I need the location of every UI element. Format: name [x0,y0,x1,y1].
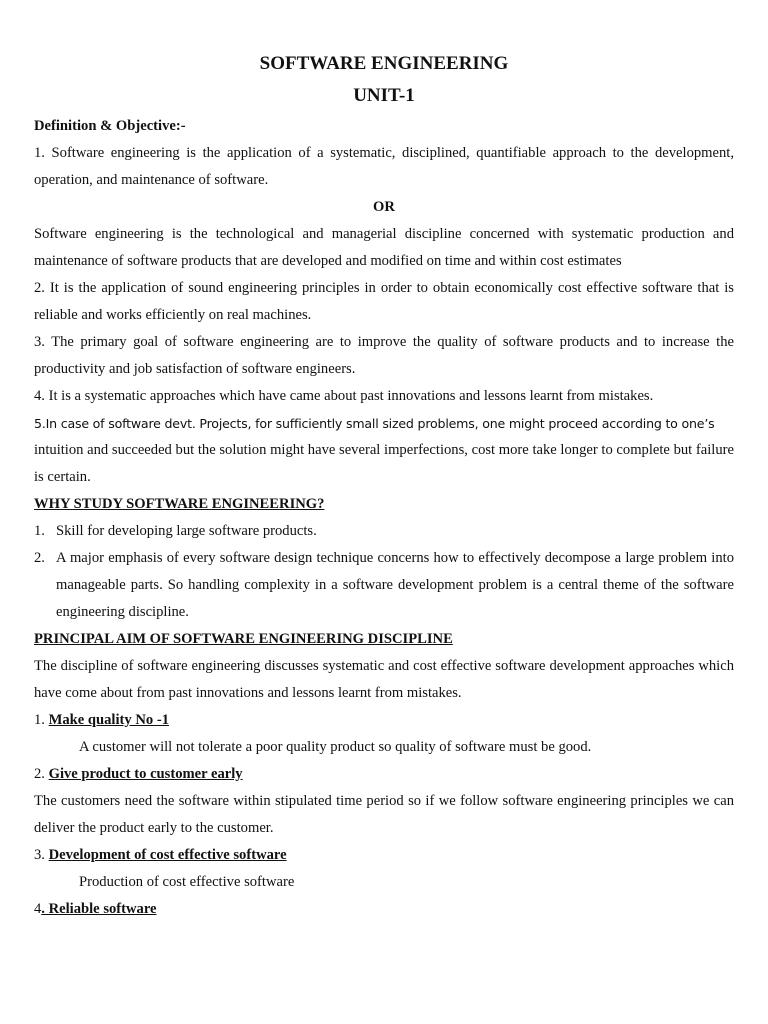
why-study-heading: WHY STUDY SOFTWARE ENGINEERING? [34,496,325,512]
definition-heading: Definition & Objective:- [34,118,186,134]
aim-number: 1. [34,712,49,728]
list-text: Skill for developing large software products. [56,523,317,539]
principal-aim-intro: The discipline of software engineering discusses systematic and cost effective software development approaches which have come about from past innovations and lessons learnt from mistakes. [34,658,734,701]
aim-title: . Reliable software [41,901,157,917]
aim-number: 2. [34,766,49,782]
why-study-item-1 [34,518,734,545]
document-title: SOFTWARE ENGINEERING [259,53,509,74]
aim-3-body: Production of cost effective software [79,874,295,890]
aim-3-heading [34,842,734,869]
aim-number: 3. [34,847,49,863]
aim-number: 4 [34,901,42,917]
aim-2-body: The customers need the software within stipulated time period so if we follow software engineering principles we can deliver the product early to the customer. [34,793,734,836]
definition-paragraph-4: 4. It is a systematic approaches which have came about past innovations and lessons learnt from mistakes. [34,388,654,404]
aim-title: Development of cost effective software [48,847,287,863]
list-number: 2. [34,550,45,566]
aim-title: Make quality No -1 [48,712,169,728]
why-study-item-2 [34,545,734,626]
definition-paragraph-3: 3. The primary goal of software engineering are to improve the quality of software products and to increase the productivity and job satisfaction of software engineers. [34,334,734,377]
list-text: A major emphasis of every software design technique concerns how to effectively decompose a large problem into manageable parts. So handling complexity in a software development problem is a central theme of the software engineering discipline. [56,550,734,620]
principal-aim-heading: PRINCIPAL AIM OF SOFTWARE ENGINEERING DISCIPLINE [34,631,453,647]
aim-2-heading [34,761,734,788]
document-page [34,52,734,923]
definition-paragraph-5b: intuition and succeeded but the solution might have several imperfections, cost more take longer to complete but failure is certain. [34,442,734,485]
or-separator: OR [373,199,395,215]
aim-1-body: A customer will not tolerate a poor quality product so quality of software must be good. [79,739,592,755]
aim-4-heading [34,896,734,923]
unit-title: UNIT-1 [353,85,415,106]
aim-title: Give product to customer early [48,766,243,782]
aim-1-heading [34,707,734,734]
definition-paragraph-5a: 5.In case of software devt. Projects, for sufficiently small sized problems, one might proceed according to one’s [34,416,715,431]
definition-paragraph-1b: Software engineering is the technological and managerial discipline concerned with systematic production and maintenance of software products that are developed and modified on time and within cost estimates [34,226,734,269]
definition-paragraph-1: 1. Software engineering is the application of a systematic, disciplined, quantifiable approach to the development, operation, and maintenance of software. [34,145,734,188]
list-number: 1. [34,523,45,539]
definition-paragraph-2: 2. It is the application of sound engineering principles in order to obtain economically cost effective software that is reliable and works efficiently on real machines. [34,280,734,323]
